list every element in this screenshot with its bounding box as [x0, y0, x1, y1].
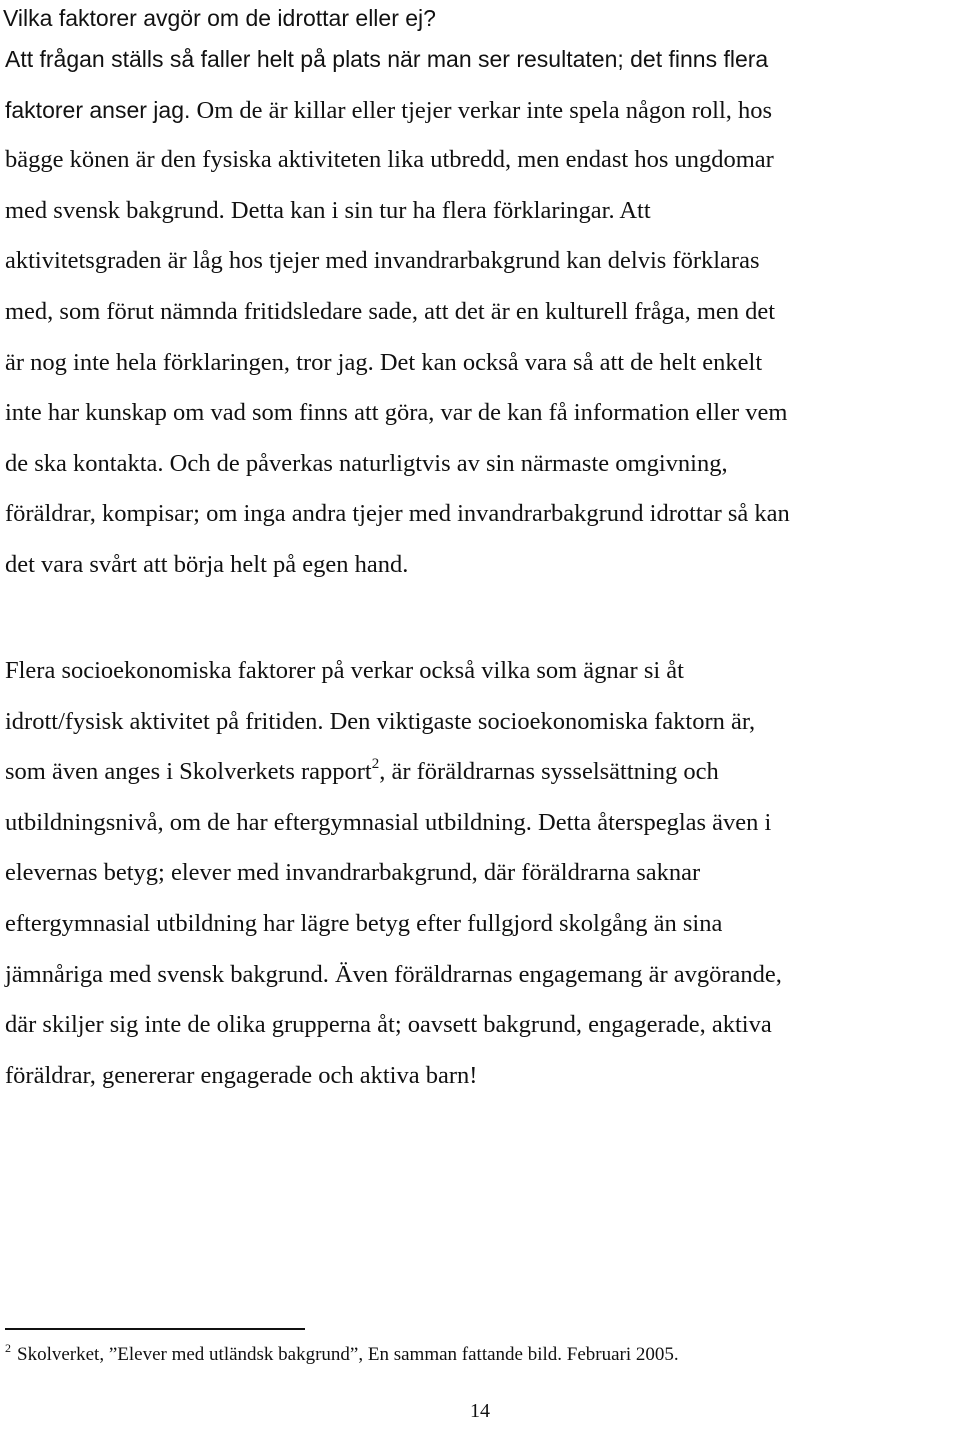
paragraph-line: idrott/fysisk aktivitet på fritiden. Den viktigaste socioekonomiska faktorn är,: [5, 707, 756, 735]
paragraph-line: eftergymnasial utbildning har lägre betyg efter fullgjord skolgång än sina: [5, 909, 723, 937]
paragraph-line: aktivitetsgraden är låg hos tjejer med invandrarbakgrund kan delvis förklaras: [5, 247, 760, 275]
paragraph-line: är nog inte hela förklaringen, tror jag. Det kan också vara så att de helt enkelt: [5, 348, 763, 376]
paragraph-line: med, som förut nämnda fritidsledare sade, att det är en kulturell fråga, men det: [5, 297, 776, 325]
footnote-number: 2: [5, 1341, 11, 1355]
paragraph-line-text: som även anges i Skolverkets rapport: [5, 758, 372, 786]
paragraph-line: Att frågan ställs så faller helt på plats när man ser resultaten; det finns flera: [5, 46, 769, 72]
paragraph-line-text: , är föräldrarnas sysselsättning och: [379, 758, 719, 786]
paragraph-line-sans-segment: faktorer anser jag.: [5, 96, 191, 123]
paragraph-line: [5, 747, 782, 798]
page-number: 14: [470, 1400, 490, 1422]
section-question-heading: Vilka faktorer avgör om de idrottar eller ej?: [3, 5, 436, 31]
paragraph-line: elevernas betyg; elever med invandrarbakgrund, där föräldrarna saknar: [5, 859, 701, 887]
paragraph-1: [5, 34, 790, 591]
footnote: [5, 1340, 679, 1370]
paragraph-line-serif-segment: Om de är killar eller tjejer verkar inte spela någon roll, hos: [190, 96, 773, 124]
footnote-reference[interactable]: 2: [371, 756, 380, 773]
paragraph-line: utbildningsnivå, om de har eftergymnasial utbildning. Detta återspeglas även i: [5, 808, 772, 836]
paragraph-line: där skiljer sig inte de olika grupperna åt; oavsett bakgrund, engagerade, aktiva: [5, 1011, 772, 1039]
paragraph-line: [5, 85, 790, 136]
paragraph-line: inte har kunskap om vad som finns att göra, var de kan få information eller vem: [5, 399, 788, 427]
paragraph-line: de ska kontakta. Och de påverkas naturligtvis av sin närmaste omgivning,: [5, 449, 728, 477]
paragraph-line: föräldrar, genererar engagerade och aktiva barn!: [5, 1061, 478, 1089]
paragraph-line: bägge könen är den fysiska aktiviteten lika utbredd, men endast hos ungdomar: [5, 146, 774, 174]
paragraph-line: med svensk bakgrund. Detta kan i sin tur ha flera förklaringar. Att: [5, 196, 651, 224]
paragraph-2: [5, 646, 782, 1101]
paragraph-line: Flera socioekonomiska faktorer på verkar också vilka som ägnar si åt: [5, 657, 684, 684]
footnote-text: Skolverket, ”Elever med utländsk bakgrund”, En samman fattande bild. Februari 2005.: [17, 1344, 679, 1365]
paragraph-line: föräldrar, kompisar; om inga andra tjejer med invandrarbakgrund idrottar så kan: [5, 500, 790, 528]
paragraph-line: jämnåriga med svensk bakgrund. Även föräldrarnas engagemang är avgörande,: [5, 960, 782, 988]
footnote-divider: [5, 1328, 305, 1330]
paragraph-line: det vara svårt att börja helt på egen hand.: [5, 550, 409, 578]
